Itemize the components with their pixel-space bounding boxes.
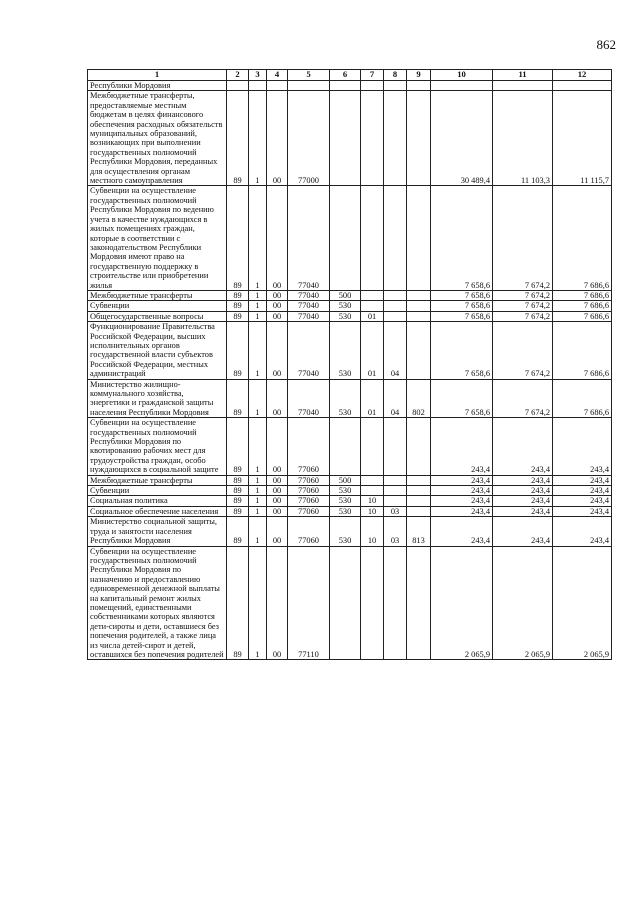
row-code-cell: 89: [227, 506, 249, 516]
row-amount-cell: 7 658,6: [431, 301, 493, 311]
table-row: [88, 475, 612, 485]
header-cell: 5: [288, 70, 330, 81]
header-cell: 1: [88, 70, 227, 81]
row-amount-cell: 7 674,2: [493, 322, 553, 379]
row-code-cell: [330, 418, 361, 475]
table-row: [88, 322, 612, 379]
header-cell: 2: [227, 70, 249, 81]
row-amount-cell: 30 489,4: [431, 91, 493, 186]
row-amount-cell: 243,4: [553, 418, 612, 475]
row-code-cell: 1: [249, 517, 267, 546]
row-name-cell: Межбюджетные трансферты: [88, 475, 227, 485]
header-cell: 7: [361, 70, 384, 81]
row-code-cell: [407, 496, 431, 506]
row-amount-cell: 2 065,9: [493, 546, 553, 660]
row-code-cell: 1: [249, 322, 267, 379]
row-amount-cell: 7 658,6: [431, 290, 493, 300]
row-amount-cell: 7 674,2: [493, 379, 553, 418]
row-amount-cell: 7 658,6: [431, 186, 493, 290]
row-code-cell: 1: [249, 186, 267, 290]
row-amount-cell: 2 065,9: [553, 546, 612, 660]
row-code-cell: 1: [249, 496, 267, 506]
row-code-cell: [407, 486, 431, 496]
row-code-cell: [384, 81, 407, 91]
row-amount-cell: 7 686,6: [553, 301, 612, 311]
row-code-cell: 530: [330, 486, 361, 496]
row-code-cell: 1: [249, 379, 267, 418]
table-row: [88, 506, 612, 516]
table-row: [88, 186, 612, 290]
row-name-cell: Министерство жилищно-коммунального хозяйства, энергетики и гражданской защиты населения Республики Мордовия: [88, 379, 227, 418]
row-code-cell: 89: [227, 301, 249, 311]
header-cell: 3: [249, 70, 267, 81]
row-amount-cell: 7 674,2: [493, 311, 553, 321]
row-code-cell: [267, 81, 288, 91]
row-code-cell: [361, 290, 384, 300]
row-code-cell: 00: [267, 486, 288, 496]
row-name-cell: Субвенции на осуществление государственных полномочий Республики Мордовия по ведению учета в качестве нуждающихся в жилых помещениях граждан, которые в соответствии с законодательством Республики Мордовия имеют право на государственную поддержку в строительстве или приобретении жилья: [88, 186, 227, 290]
row-code-cell: 802: [407, 379, 431, 418]
row-code-cell: 00: [267, 311, 288, 321]
header-cell: 10: [431, 70, 493, 81]
row-code-cell: 77060: [288, 506, 330, 516]
row-code-cell: 500: [330, 290, 361, 300]
row-amount-cell: 243,4: [431, 475, 493, 485]
row-code-cell: 00: [267, 186, 288, 290]
row-code-cell: 00: [267, 91, 288, 186]
row-code-cell: 530: [330, 311, 361, 321]
row-code-cell: [407, 475, 431, 485]
row-code-cell: 1: [249, 290, 267, 300]
row-code-cell: 1: [249, 91, 267, 186]
row-code-cell: 89: [227, 290, 249, 300]
row-code-cell: [407, 186, 431, 290]
row-amount-cell: 243,4: [493, 486, 553, 496]
row-code-cell: 10: [361, 517, 384, 546]
row-code-cell: 1: [249, 546, 267, 660]
row-amount-cell: 243,4: [493, 517, 553, 546]
row-amount-cell: 7 686,6: [553, 322, 612, 379]
row-code-cell: 813: [407, 517, 431, 546]
row-code-cell: 530: [330, 301, 361, 311]
row-code-cell: 530: [330, 506, 361, 516]
row-name-cell: Социальное обеспечение населения: [88, 506, 227, 516]
row-code-cell: 10: [361, 506, 384, 516]
table-row: [88, 81, 612, 91]
row-code-cell: 03: [384, 506, 407, 516]
row-name-cell: Межбюджетные трансферты: [88, 290, 227, 300]
row-code-cell: [330, 186, 361, 290]
row-code-cell: 1: [249, 311, 267, 321]
row-amount-cell: 7 686,6: [553, 186, 612, 290]
row-code-cell: [384, 486, 407, 496]
row-amount-cell: 243,4: [553, 506, 612, 516]
row-code-cell: 77060: [288, 517, 330, 546]
row-code-cell: [361, 475, 384, 485]
row-code-cell: 01: [361, 379, 384, 418]
row-code-cell: 89: [227, 486, 249, 496]
row-amount-cell: 7 658,6: [431, 322, 493, 379]
row-code-cell: 77040: [288, 322, 330, 379]
row-code-cell: 500: [330, 475, 361, 485]
row-name-cell: Межбюджетные трансферты, предоставляемые местным бюджетам в целях финансового обеспечения расходных обязательств муниципальных образований, возникающих при выполнении государственных полномочий Республики Мордовия, переданных для осуществления органам местного самоуправления: [88, 91, 227, 186]
row-code-cell: [249, 81, 267, 91]
budget-table: [87, 69, 612, 660]
row-amount-cell: 243,4: [553, 517, 612, 546]
row-code-cell: 89: [227, 186, 249, 290]
row-code-cell: 89: [227, 311, 249, 321]
header-cell: 8: [384, 70, 407, 81]
header-cell: 4: [267, 70, 288, 81]
row-code-cell: 1: [249, 475, 267, 485]
row-code-cell: [361, 81, 384, 91]
row-code-cell: 89: [227, 91, 249, 186]
row-amount-cell: 243,4: [493, 475, 553, 485]
row-amount-cell: 243,4: [493, 506, 553, 516]
row-code-cell: [407, 91, 431, 186]
row-amount-cell: 7 686,6: [553, 290, 612, 300]
row-code-cell: [384, 418, 407, 475]
row-name-cell: Социальная политика: [88, 496, 227, 506]
row-name-cell: Субвенции на осуществление государственных полномочий Республики Мордовия по назначению и предоставлению единовременной денежной выплаты на капитальный ремонт жилых помещений, единственными собственниками которых являются дети-сироты и дети, оставшиеся без попечения родителей, а также лица из числа детей-сирот и детей, оставшихся без попечения родителей: [88, 546, 227, 660]
header-cell: 9: [407, 70, 431, 81]
table-row: [88, 91, 612, 186]
row-code-cell: 89: [227, 322, 249, 379]
row-code-cell: [288, 81, 330, 91]
table-row: [88, 486, 612, 496]
row-name-cell: Функционирование Правительства Российской Федерации, высших исполнительных органов государственной власти субъектов Российской Федерации, местных администраций: [88, 322, 227, 379]
row-name-cell: Субвенции: [88, 301, 227, 311]
row-code-cell: [361, 301, 384, 311]
row-code-cell: 1: [249, 301, 267, 311]
row-code-cell: 04: [384, 322, 407, 379]
row-code-cell: [330, 81, 361, 91]
row-code-cell: [384, 290, 407, 300]
row-code-cell: 00: [267, 418, 288, 475]
page-number: 862: [596, 37, 616, 52]
row-code-cell: [384, 311, 407, 321]
row-code-cell: 1: [249, 506, 267, 516]
row-code-cell: [407, 311, 431, 321]
row-code-cell: [361, 186, 384, 290]
row-code-cell: 10: [361, 496, 384, 506]
row-code-cell: [227, 81, 249, 91]
row-code-cell: 77040: [288, 311, 330, 321]
row-code-cell: [361, 486, 384, 496]
table-row: [88, 311, 612, 321]
row-code-cell: 530: [330, 322, 361, 379]
row-code-cell: 77060: [288, 418, 330, 475]
row-code-cell: 77040: [288, 301, 330, 311]
row-amount-cell: 11 103,3: [493, 91, 553, 186]
row-code-cell: 77060: [288, 496, 330, 506]
row-code-cell: 77110: [288, 546, 330, 660]
table-row: [88, 301, 612, 311]
row-code-cell: 530: [330, 379, 361, 418]
table-row: [88, 290, 612, 300]
row-amount-cell: 243,4: [431, 418, 493, 475]
row-code-cell: 1: [249, 418, 267, 475]
table-row: [88, 517, 612, 546]
row-code-cell: [407, 506, 431, 516]
row-code-cell: 530: [330, 496, 361, 506]
row-amount-cell: 7 674,2: [493, 290, 553, 300]
row-code-cell: [361, 91, 384, 186]
row-amount-cell: 7 686,6: [553, 379, 612, 418]
row-code-cell: 00: [267, 517, 288, 546]
row-amount-cell: 243,4: [431, 506, 493, 516]
row-amount-cell: 11 115,7: [553, 91, 612, 186]
row-code-cell: 89: [227, 475, 249, 485]
row-code-cell: 1: [249, 486, 267, 496]
row-code-cell: 530: [330, 517, 361, 546]
row-code-cell: [407, 418, 431, 475]
row-amount-cell: [553, 81, 612, 91]
row-code-cell: [330, 91, 361, 186]
row-code-cell: 77040: [288, 379, 330, 418]
row-name-cell: Субвенции: [88, 486, 227, 496]
table-row: [88, 418, 612, 475]
row-amount-cell: 7 658,6: [431, 379, 493, 418]
row-code-cell: 00: [267, 546, 288, 660]
row-amount-cell: 243,4: [431, 486, 493, 496]
row-code-cell: [407, 81, 431, 91]
row-code-cell: [384, 496, 407, 506]
row-code-cell: 01: [361, 322, 384, 379]
row-code-cell: [384, 301, 407, 311]
row-code-cell: [384, 546, 407, 660]
row-code-cell: 00: [267, 475, 288, 485]
row-code-cell: 89: [227, 517, 249, 546]
row-code-cell: [384, 475, 407, 485]
row-name-cell: Субвенции на осуществление государственных полномочий Республики Мордовия по квотированию рабочих мест для трудоустройства граждан, особо нуждающихся в социальной защите: [88, 418, 227, 475]
row-code-cell: 04: [384, 379, 407, 418]
header-cell: 12: [553, 70, 612, 81]
header-row: [88, 70, 612, 81]
row-amount-cell: 243,4: [431, 517, 493, 546]
row-code-cell: 00: [267, 322, 288, 379]
row-code-cell: 89: [227, 496, 249, 506]
row-code-cell: 00: [267, 379, 288, 418]
header-cell: 6: [330, 70, 361, 81]
row-amount-cell: 7 674,2: [493, 186, 553, 290]
row-code-cell: 00: [267, 496, 288, 506]
table-row: [88, 379, 612, 418]
row-code-cell: [407, 290, 431, 300]
row-amount-cell: 243,4: [553, 486, 612, 496]
row-code-cell: 77000: [288, 91, 330, 186]
row-amount-cell: 7 658,6: [431, 311, 493, 321]
row-code-cell: 77040: [288, 186, 330, 290]
row-amount-cell: 7 674,2: [493, 301, 553, 311]
row-code-cell: 77040: [288, 290, 330, 300]
row-amount-cell: 243,4: [493, 418, 553, 475]
row-code-cell: 03: [384, 517, 407, 546]
row-code-cell: [330, 546, 361, 660]
row-code-cell: [361, 418, 384, 475]
row-code-cell: 00: [267, 290, 288, 300]
row-name-cell: Общегосударственные вопросы: [88, 311, 227, 321]
row-code-cell: 77060: [288, 475, 330, 485]
table-row: [88, 496, 612, 506]
row-amount-cell: 7 686,6: [553, 311, 612, 321]
row-code-cell: 01: [361, 311, 384, 321]
row-code-cell: 00: [267, 506, 288, 516]
row-code-cell: [407, 301, 431, 311]
row-amount-cell: 2 065,9: [431, 546, 493, 660]
table-row: [88, 546, 612, 660]
row-code-cell: 77060: [288, 486, 330, 496]
row-code-cell: [407, 546, 431, 660]
row-amount-cell: [431, 81, 493, 91]
row-code-cell: [384, 186, 407, 290]
row-code-cell: 89: [227, 546, 249, 660]
row-code-cell: [361, 546, 384, 660]
row-amount-cell: 243,4: [553, 496, 612, 506]
row-amount-cell: [493, 81, 553, 91]
row-code-cell: 89: [227, 418, 249, 475]
row-code-cell: [384, 91, 407, 186]
row-amount-cell: 243,4: [553, 475, 612, 485]
row-name-cell: Министерство социальной защиты, труда и занятости населения Республики Мордовия: [88, 517, 227, 546]
row-code-cell: [407, 322, 431, 379]
row-amount-cell: 243,4: [431, 496, 493, 506]
row-name-cell: Республики Мордовия: [88, 81, 227, 91]
row-amount-cell: 243,4: [493, 496, 553, 506]
header-cell: 11: [493, 70, 553, 81]
row-code-cell: 89: [227, 379, 249, 418]
row-code-cell: 00: [267, 301, 288, 311]
